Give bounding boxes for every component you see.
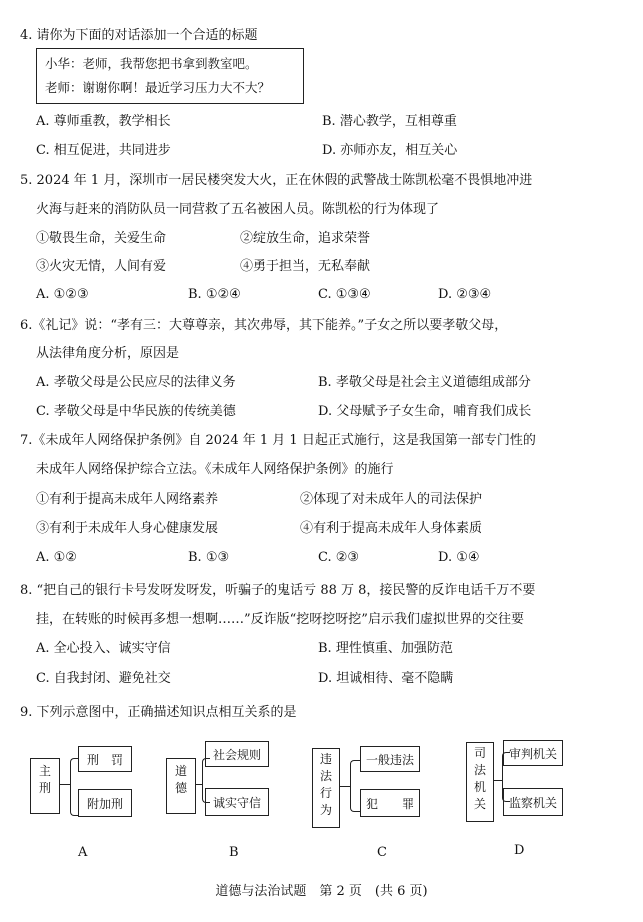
q4-option-b[interactable]: B. 潜心教学，互相尊重 (322, 114, 457, 129)
q7-option-c[interactable]: C. ②③ (318, 550, 360, 565)
q8-stem-line: 8. “把自己的银行卡号发呀发呀发，听骗子的鬼话亏 88 万 8，接民警的反诈电话千万不要 (20, 583, 536, 598)
q8-option-b[interactable]: B. 理性慎重、加强防范 (318, 641, 453, 656)
q4-option-a[interactable]: A. 尊师重教，教学相长 (36, 114, 171, 129)
page-footer: 道德与法治试题 第 2 页 (共 6 页) (215, 884, 428, 899)
q6-option-c[interactable]: C. 孝敬父母是中华民族的传统美德 (36, 404, 236, 419)
q4-dialogue-line: 小华：老师，我帮您把书拿到教室吧。 (45, 56, 258, 71)
q7-stem-line: 7.《未成年人网络保护条例》自 2024 年 1 月 1 日起正式施行，这是我国第一部专门性的 (20, 433, 536, 448)
q8-option-a[interactable]: A. 全心投入、诚实守信 (36, 641, 171, 656)
q5-statement: ④勇于担当，无私奉献 (240, 259, 371, 274)
diagram-b-label: B (229, 845, 239, 860)
q7-statement: ③有利于未成年人身心健康发展 (36, 521, 219, 536)
q5-option-a[interactable]: A. ①②③ (36, 287, 89, 302)
q4-option-c[interactable]: C. 相互促进，共同进步 (36, 143, 171, 158)
q8-option-c[interactable]: C. 自我封闭、避免社交 (36, 671, 171, 686)
q6-option-b[interactable]: B. 孝敬父母是社会主义道德组成部分 (318, 375, 531, 390)
diagram-c-root: 违 法 行 为 (312, 748, 340, 828)
q5-stem-line: 火海与赶来的消防队员一同营救了五名被困人员。陈凯松的行为体现了 (36, 202, 440, 217)
q5-option-d[interactable]: D. ②③④ (438, 287, 492, 302)
q8-option-d[interactable]: D. 坦诚相待、毫不隐瞒 (318, 671, 454, 686)
diagram-b-child: 诚实守信 (205, 788, 269, 816)
q5-stem-line: 5. 2024 年 1 月，深圳市一居民楼突发大火，正在休假的武警战士陈凯松毫不畏惧地冲进 (20, 173, 533, 188)
q7-statement: ④有利于提高未成年人身体素质 (300, 521, 483, 536)
q7-option-b[interactable]: B. ①③ (188, 550, 230, 565)
q5-option-c[interactable]: C. ①③④ (318, 287, 371, 302)
diagram-a-label: A (78, 845, 88, 860)
diagram-a-root: 主 刑 (30, 758, 60, 814)
q5-option-b[interactable]: B. ①②④ (188, 287, 241, 302)
q6-option-a[interactable]: A. 孝敬父母是公民应尽的法律义务 (36, 375, 236, 390)
q4-dialogue-box (36, 48, 304, 104)
q5-statement: ①敬畏生命，关爱生命 (36, 231, 167, 246)
q5-statement: ③火灾无情，人间有爱 (36, 259, 167, 274)
q6-option-d[interactable]: D. 父母赋予子女生命，哺育我们成长 (318, 404, 532, 419)
diagram-d-child: 审判机关 (503, 740, 563, 766)
q6-stem-line: 从法律角度分析，原因是 (36, 346, 180, 361)
diagram-d-label: D (514, 843, 525, 858)
q7-option-a[interactable]: A. ①② (36, 550, 77, 565)
diagram-d-root: 司 法 机 关 (466, 742, 494, 822)
diagram-c-label: C (377, 845, 387, 860)
diagram-a-child: 附加刑 (78, 789, 132, 817)
q4-option-d[interactable]: D. 亦师亦友，相互关心 (322, 143, 458, 158)
q7-option-d[interactable]: D. ①④ (438, 550, 480, 565)
diagram-b-root: 道 德 (166, 758, 196, 814)
q6-stem-line: 6.《礼记》说：“孝有三：大尊尊亲，其次弗辱，其下能养。”子女之所以要孝敬父母， (20, 318, 508, 333)
diagram-a-child: 刑 罚 (78, 746, 132, 772)
diagram-c-child: 一般违法 (360, 746, 420, 772)
q9-stem: 9. 下列示意图中，正确描述知识点相互关系的是 (20, 705, 297, 720)
q4-stem: 4. 请你为下面的对话添加一个合适的标题 (20, 28, 258, 43)
diagram-b-child: 社会规则 (205, 741, 269, 767)
q7-statement: ②体现了对未成年人的司法保护 (300, 492, 483, 507)
diagram-c-child: 犯 罪 (360, 789, 420, 817)
q4-dialogue-line: 老师：谢谢你啊！最近学习压力大不大？ (45, 80, 271, 95)
q5-statement: ②绽放生命，追求荣誉 (240, 231, 371, 246)
q7-statement: ①有利于提高未成年人网络素养 (36, 492, 219, 507)
q7-stem-line: 未成年人网络保护综合立法。《未成年人网络保护条例》的施行 (36, 462, 394, 477)
diagram-d-child: 监察机关 (503, 788, 563, 816)
q8-stem-line: 挂，在转账的时候再多想一想啊……”反诈版“挖呀挖呀挖”启示我们虚拟世界的交往要 (36, 612, 524, 627)
